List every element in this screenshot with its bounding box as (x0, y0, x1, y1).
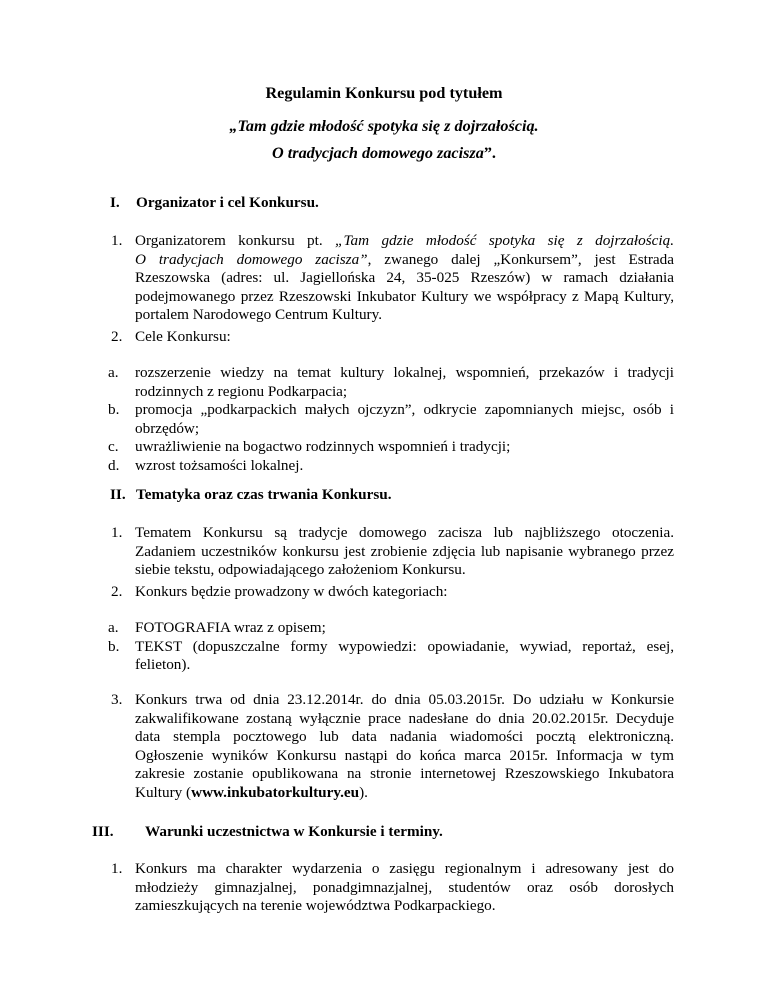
section-1-heading (110, 194, 319, 212)
contest-title-italic: „Tam gdzie młodość spotyka się z dojrzałością. (335, 232, 674, 249)
list-item (108, 438, 674, 457)
text-line (135, 251, 674, 270)
section-1-number: I. (110, 194, 120, 211)
section-2-paragraph-3 (111, 691, 674, 802)
text-line: uwrażliwienie na bogactwo rodzinnych wspomnień i tradycji; (135, 438, 511, 455)
section-2-paragraph-2 (111, 583, 674, 602)
section-1-title: Organizator i cel Konkursu. (136, 194, 319, 211)
paragraph-marker: 1. (111, 232, 123, 249)
text-line: Zadaniem uczestników konkursu jest zrobienie zdjęcia lub napisanie wybranego przez (135, 542, 674, 560)
text-line: obrzędów; (135, 419, 200, 437)
text-line: Tematem Konkursu są tradycje domowego zacisza lub najbliższego otoczenia. (135, 524, 674, 541)
text-line: TEKST (dopuszczalne formy wypowiedzi: opowiadanie, wywiad, reportaż, esej, (135, 637, 674, 655)
text-line: Cele Konkursu: (135, 328, 231, 345)
document-title: Regulamin Konkursu pod tytułem (265, 84, 503, 102)
section-2-paragraph-1 (111, 524, 674, 580)
text-line: wzrost tożsamości lokalnej. (135, 456, 304, 474)
text-line: Ogłoszenie wyników Konkursu nastąpi do końca marca 2015r. Informacja w tym (135, 746, 674, 764)
paragraph-marker: 2. (111, 328, 123, 345)
list-item (108, 638, 674, 675)
text-fragment: Organizatorem konkursu pt. (135, 232, 336, 249)
document-subtitle-line2 (0, 144, 768, 163)
goals-list (108, 364, 674, 475)
text-line: Rzeszowska (adres: ul. Jagiellońska 24, 35-025 Rzeszów) w ramach działania (135, 269, 674, 286)
paragraph-marker: 1. (111, 524, 123, 541)
text-line: młodzieży gimnazjalnej, ponadgimnazjalnej, studentów oraz osób dorosłych (135, 878, 674, 896)
text-fragment: Kultury ( (135, 783, 192, 801)
text-line: siebie tekstu, odpowiadającego założeniom Konkursu. (135, 561, 466, 578)
section-3-title: Warunki uczestnictwa w Konkursie i terminy. (145, 823, 443, 840)
subtitle-closing-quote: ”. (483, 144, 496, 162)
list-item (108, 364, 674, 401)
list-item (108, 401, 674, 438)
section-3-paragraph-1 (111, 860, 674, 916)
section-3-number: III. (92, 823, 114, 840)
list-marker: b. (108, 401, 120, 418)
contest-title-italic: O tradycjach domowego zacisza” (135, 250, 368, 268)
text-line: podejmowanego przez Rzeszowski Inkubator Kultury we współpracy z Mapą Kultury, (135, 287, 674, 305)
categories-list (108, 619, 674, 675)
section-1-paragraph-2 (111, 328, 674, 347)
text-fragment: ). (359, 783, 368, 801)
text-fragment: , zwanego dalej „Konkursem”, jest Estrada (367, 250, 674, 268)
text-line: promocja „podkarpackich małych ojczyzn”, odkrycie zapomnianych miejsc, osób i (135, 401, 674, 418)
text-line: zamieszkujących na terenie województwa Podkarpackiego. (135, 897, 496, 914)
subtitle-italic-part: O tradycjach domowego zacisza (272, 144, 484, 162)
list-item (108, 457, 674, 476)
text-line: rodzinnych z regionu Podkarpacia; (135, 382, 348, 400)
text-line: portalem Narodowego Centrum Kultury. (135, 306, 383, 323)
paragraph-marker: 3. (111, 691, 123, 708)
section-2-number: II. (110, 486, 126, 503)
section-3-heading (92, 823, 443, 841)
list-marker: d. (108, 456, 120, 474)
text-line: Konkurs trwa od dnia 23.12.2014r. do dnia 05.03.2015r. Do udziału w Konkursie (135, 691, 674, 708)
text-line: rozszerzenie wiedzy na temat kultury lokalnej, wspomnień, przekazów i tradycji (135, 364, 674, 381)
text-line: felieton). (135, 656, 191, 673)
list-item (108, 619, 674, 638)
text-line: zakresie zostanie opublikowana na stronie internetowej Rzeszowskiego Inkubatora (135, 765, 674, 782)
section-1-paragraph-1 (111, 232, 674, 325)
text-line (135, 784, 674, 803)
text-line: Konkurs ma charakter wydarzenia o zasięgu regionalnym i adresowany jest do (135, 860, 674, 877)
paragraph-marker: 1. (111, 860, 123, 877)
text-line: data stempla pocztowego lub data nadania wiadomości pocztą elektroniczną. (135, 728, 674, 745)
paragraph-marker: 2. (111, 583, 123, 600)
section-2-title: Tematyka oraz czas trwania Konkursu. (136, 486, 392, 503)
text-line (135, 232, 674, 251)
text-line: zakwalifikowane zostaną wyłącznie prace nadesłane do dnia 20.02.2015r. Decyduje (135, 709, 674, 727)
document-subtitle-line1: „Tam gdzie młodość spotyka się z dojrzałością. (229, 117, 539, 135)
list-marker: a. (108, 619, 119, 636)
list-marker: c. (108, 438, 119, 455)
website-link[interactable]: www.inkubatorkultury.eu (191, 783, 360, 801)
text-line: Konkurs będzie prowadzony w dwóch kategoriach: (135, 583, 448, 600)
list-marker: a. (108, 364, 119, 381)
list-marker: b. (108, 637, 120, 655)
section-2-heading (110, 486, 392, 504)
text-line: FOTOGRAFIA wraz z opisem; (135, 619, 326, 636)
